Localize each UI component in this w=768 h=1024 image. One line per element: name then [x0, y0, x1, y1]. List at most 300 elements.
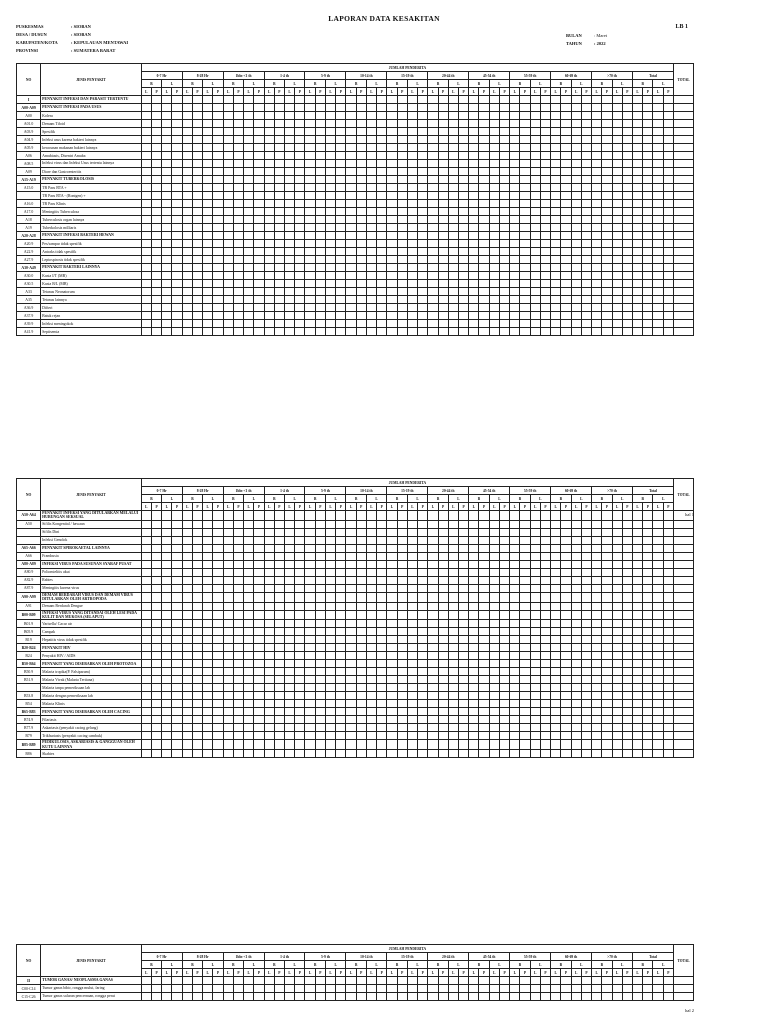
count-cell[interactable]	[162, 716, 172, 724]
count-cell[interactable]	[438, 248, 448, 256]
count-cell[interactable]	[274, 602, 284, 610]
count-cell[interactable]	[540, 568, 550, 576]
count-cell[interactable]	[315, 511, 325, 521]
count-cell[interactable]	[479, 152, 489, 160]
count-cell[interactable]	[151, 208, 161, 216]
count-cell[interactable]	[643, 208, 653, 216]
count-cell[interactable]	[377, 724, 387, 732]
count-cell[interactable]	[663, 544, 673, 552]
count-cell[interactable]	[622, 993, 632, 1001]
count-cell[interactable]	[561, 224, 571, 232]
count-cell[interactable]	[213, 652, 223, 660]
count-cell[interactable]	[172, 224, 182, 232]
count-cell[interactable]	[366, 993, 376, 1001]
count-cell[interactable]	[674, 288, 694, 296]
count-cell[interactable]	[643, 520, 653, 528]
count-cell[interactable]	[141, 232, 151, 240]
count-cell[interactable]	[571, 668, 581, 676]
count-cell[interactable]	[602, 232, 612, 240]
count-cell[interactable]	[428, 240, 438, 248]
count-cell[interactable]	[141, 740, 151, 750]
count-cell[interactable]	[571, 644, 581, 652]
count-cell[interactable]	[254, 536, 264, 544]
count-cell[interactable]	[520, 112, 530, 120]
count-cell[interactable]	[489, 160, 499, 168]
count-cell[interactable]	[141, 184, 151, 192]
count-cell[interactable]	[499, 684, 509, 692]
count-cell[interactable]	[612, 592, 622, 602]
count-cell[interactable]	[295, 312, 305, 320]
count-cell[interactable]	[192, 993, 202, 1001]
count-cell[interactable]	[151, 724, 161, 732]
count-cell[interactable]	[377, 732, 387, 740]
count-cell[interactable]	[213, 644, 223, 652]
count-cell[interactable]	[325, 684, 335, 692]
count-cell[interactable]	[448, 240, 458, 248]
count-cell[interactable]	[366, 296, 376, 304]
count-cell[interactable]	[674, 576, 694, 584]
count-cell[interactable]	[602, 716, 612, 724]
count-cell[interactable]	[244, 676, 254, 684]
count-cell[interactable]	[581, 644, 591, 652]
count-cell[interactable]	[602, 977, 612, 985]
count-cell[interactable]	[581, 676, 591, 684]
count-cell[interactable]	[561, 644, 571, 652]
count-cell[interactable]	[663, 511, 673, 521]
count-cell[interactable]	[285, 676, 295, 684]
count-cell[interactable]	[387, 511, 397, 521]
count-cell[interactable]	[643, 628, 653, 636]
count-cell[interactable]	[448, 602, 458, 610]
count-cell[interactable]	[254, 528, 264, 536]
count-cell[interactable]	[305, 312, 315, 320]
count-cell[interactable]	[254, 628, 264, 636]
count-cell[interactable]	[172, 272, 182, 280]
count-cell[interactable]	[377, 684, 387, 692]
count-cell[interactable]	[336, 993, 346, 1001]
count-cell[interactable]	[459, 584, 469, 592]
count-cell[interactable]	[213, 304, 223, 312]
count-cell[interactable]	[530, 560, 540, 568]
count-cell[interactable]	[540, 544, 550, 552]
count-cell[interactable]	[151, 264, 161, 272]
count-cell[interactable]	[305, 610, 315, 620]
count-cell[interactable]	[162, 977, 172, 985]
count-cell[interactable]	[592, 160, 602, 168]
count-cell[interactable]	[356, 724, 366, 732]
count-cell[interactable]	[407, 708, 417, 716]
count-cell[interactable]	[172, 248, 182, 256]
count-cell[interactable]	[499, 724, 509, 732]
count-cell[interactable]	[653, 192, 663, 200]
count-cell[interactable]	[315, 652, 325, 660]
count-cell[interactable]	[315, 552, 325, 560]
count-cell[interactable]	[305, 602, 315, 610]
count-cell[interactable]	[223, 716, 233, 724]
count-cell[interactable]	[663, 168, 673, 176]
count-cell[interactable]	[336, 168, 346, 176]
count-cell[interactable]	[438, 560, 448, 568]
count-cell[interactable]	[418, 104, 428, 112]
count-cell[interactable]	[479, 985, 489, 993]
count-cell[interactable]	[489, 104, 499, 112]
count-cell[interactable]	[336, 272, 346, 280]
count-cell[interactable]	[561, 636, 571, 644]
count-cell[interactable]	[305, 152, 315, 160]
count-cell[interactable]	[407, 676, 417, 684]
count-cell[interactable]	[571, 120, 581, 128]
count-cell[interactable]	[254, 176, 264, 184]
count-cell[interactable]	[653, 160, 663, 168]
count-cell[interactable]	[264, 120, 274, 128]
count-cell[interactable]	[418, 192, 428, 200]
count-cell[interactable]	[499, 128, 509, 136]
count-cell[interactable]	[233, 328, 243, 336]
count-cell[interactable]	[561, 993, 571, 1001]
count-cell[interactable]	[346, 576, 356, 584]
count-cell[interactable]	[561, 320, 571, 328]
count-cell[interactable]	[305, 528, 315, 536]
count-cell[interactable]	[499, 692, 509, 700]
count-cell[interactable]	[336, 610, 346, 620]
count-cell[interactable]	[264, 692, 274, 700]
count-cell[interactable]	[151, 636, 161, 644]
count-cell[interactable]	[469, 264, 479, 272]
count-cell[interactable]	[510, 993, 520, 1001]
count-cell[interactable]	[141, 977, 151, 985]
count-cell[interactable]	[479, 636, 489, 644]
count-cell[interactable]	[479, 232, 489, 240]
count-cell[interactable]	[295, 232, 305, 240]
count-cell[interactable]	[520, 716, 530, 724]
count-cell[interactable]	[663, 288, 673, 296]
count-cell[interactable]	[540, 104, 550, 112]
count-cell[interactable]	[151, 700, 161, 708]
count-cell[interactable]	[418, 568, 428, 576]
count-cell[interactable]	[674, 610, 694, 620]
count-cell[interactable]	[305, 192, 315, 200]
count-cell[interactable]	[387, 152, 397, 160]
count-cell[interactable]	[489, 716, 499, 724]
count-cell[interactable]	[674, 732, 694, 740]
count-cell[interactable]	[674, 192, 694, 200]
count-cell[interactable]	[674, 676, 694, 684]
count-cell[interactable]	[510, 692, 520, 700]
count-cell[interactable]	[592, 993, 602, 1001]
count-cell[interactable]	[407, 620, 417, 628]
count-cell[interactable]	[264, 985, 274, 993]
count-cell[interactable]	[530, 644, 540, 652]
count-cell[interactable]	[397, 993, 407, 1001]
count-cell[interactable]	[622, 676, 632, 684]
count-cell[interactable]	[295, 528, 305, 536]
count-cell[interactable]	[653, 240, 663, 248]
count-cell[interactable]	[397, 568, 407, 576]
count-cell[interactable]	[203, 264, 213, 272]
count-cell[interactable]	[182, 264, 192, 272]
count-cell[interactable]	[428, 232, 438, 240]
count-cell[interactable]	[674, 700, 694, 708]
count-cell[interactable]	[285, 304, 295, 312]
count-cell[interactable]	[540, 528, 550, 536]
count-cell[interactable]	[571, 216, 581, 224]
count-cell[interactable]	[387, 636, 397, 644]
count-cell[interactable]	[540, 208, 550, 216]
count-cell[interactable]	[244, 732, 254, 740]
count-cell[interactable]	[428, 112, 438, 120]
count-cell[interactable]	[213, 240, 223, 248]
count-cell[interactable]	[264, 993, 274, 1001]
count-cell[interactable]	[540, 692, 550, 700]
count-cell[interactable]	[438, 192, 448, 200]
count-cell[interactable]	[203, 104, 213, 112]
count-cell[interactable]	[438, 584, 448, 592]
count-cell[interactable]	[151, 511, 161, 521]
count-cell[interactable]	[510, 628, 520, 636]
count-cell[interactable]	[571, 128, 581, 136]
count-cell[interactable]	[632, 716, 642, 724]
count-cell[interactable]	[653, 536, 663, 544]
count-cell[interactable]	[244, 248, 254, 256]
count-cell[interactable]	[612, 208, 622, 216]
count-cell[interactable]	[377, 644, 387, 652]
count-cell[interactable]	[203, 520, 213, 528]
count-cell[interactable]	[192, 120, 202, 128]
count-cell[interactable]	[592, 584, 602, 592]
count-cell[interactable]	[418, 750, 428, 758]
count-cell[interactable]	[632, 620, 642, 628]
count-cell[interactable]	[459, 176, 469, 184]
count-cell[interactable]	[233, 240, 243, 248]
count-cell[interactable]	[336, 280, 346, 288]
count-cell[interactable]	[469, 576, 479, 584]
count-cell[interactable]	[632, 584, 642, 592]
count-cell[interactable]	[571, 511, 581, 521]
count-cell[interactable]	[264, 708, 274, 716]
count-cell[interactable]	[141, 636, 151, 644]
count-cell[interactable]	[469, 985, 479, 993]
count-cell[interactable]	[325, 708, 335, 716]
count-cell[interactable]	[438, 528, 448, 536]
count-cell[interactable]	[499, 296, 509, 304]
count-cell[interactable]	[632, 240, 642, 248]
count-cell[interactable]	[571, 700, 581, 708]
count-cell[interactable]	[172, 256, 182, 264]
count-cell[interactable]	[418, 628, 428, 636]
count-cell[interactable]	[663, 732, 673, 740]
count-cell[interactable]	[561, 280, 571, 288]
count-cell[interactable]	[510, 192, 520, 200]
count-cell[interactable]	[510, 304, 520, 312]
count-cell[interactable]	[448, 716, 458, 724]
count-cell[interactable]	[448, 280, 458, 288]
count-cell[interactable]	[315, 610, 325, 620]
count-cell[interactable]	[141, 750, 151, 758]
count-cell[interactable]	[499, 985, 509, 993]
count-cell[interactable]	[305, 977, 315, 985]
count-cell[interactable]	[213, 152, 223, 160]
count-cell[interactable]	[203, 96, 213, 104]
count-cell[interactable]	[581, 144, 591, 152]
count-cell[interactable]	[213, 120, 223, 128]
count-cell[interactable]	[192, 584, 202, 592]
count-cell[interactable]	[407, 668, 417, 676]
count-cell[interactable]	[602, 224, 612, 232]
count-cell[interactable]	[223, 644, 233, 652]
count-cell[interactable]	[643, 224, 653, 232]
count-cell[interactable]	[581, 560, 591, 568]
count-cell[interactable]	[182, 224, 192, 232]
count-cell[interactable]	[448, 256, 458, 264]
count-cell[interactable]	[295, 152, 305, 160]
count-cell[interactable]	[663, 536, 673, 544]
count-cell[interactable]	[438, 128, 448, 136]
count-cell[interactable]	[356, 602, 366, 610]
count-cell[interactable]	[366, 256, 376, 264]
count-cell[interactable]	[182, 296, 192, 304]
count-cell[interactable]	[366, 660, 376, 668]
count-cell[interactable]	[622, 304, 632, 312]
count-cell[interactable]	[602, 660, 612, 668]
count-cell[interactable]	[264, 168, 274, 176]
count-cell[interactable]	[520, 620, 530, 628]
count-cell[interactable]	[346, 668, 356, 676]
count-cell[interactable]	[141, 288, 151, 296]
count-cell[interactable]	[305, 144, 315, 152]
count-cell[interactable]	[295, 732, 305, 740]
count-cell[interactable]	[325, 168, 335, 176]
count-cell[interactable]	[325, 552, 335, 560]
count-cell[interactable]	[182, 636, 192, 644]
count-cell[interactable]	[448, 552, 458, 560]
count-cell[interactable]	[561, 740, 571, 750]
count-cell[interactable]	[377, 176, 387, 184]
count-cell[interactable]	[315, 136, 325, 144]
count-cell[interactable]	[489, 168, 499, 176]
count-cell[interactable]	[489, 216, 499, 224]
count-cell[interactable]	[663, 208, 673, 216]
count-cell[interactable]	[387, 256, 397, 264]
count-cell[interactable]	[213, 200, 223, 208]
count-cell[interactable]	[162, 288, 172, 296]
count-cell[interactable]	[151, 288, 161, 296]
count-cell[interactable]	[479, 708, 489, 716]
count-cell[interactable]	[489, 652, 499, 660]
count-cell[interactable]	[653, 560, 663, 568]
count-cell[interactable]	[172, 610, 182, 620]
count-cell[interactable]	[438, 104, 448, 112]
count-cell[interactable]	[397, 144, 407, 152]
count-cell[interactable]	[581, 152, 591, 160]
count-cell[interactable]	[192, 684, 202, 692]
count-cell[interactable]	[397, 264, 407, 272]
count-cell[interactable]	[561, 660, 571, 668]
count-cell[interactable]	[602, 985, 612, 993]
count-cell[interactable]	[448, 584, 458, 592]
count-cell[interactable]	[295, 536, 305, 544]
count-cell[interactable]	[213, 192, 223, 200]
count-cell[interactable]	[499, 144, 509, 152]
count-cell[interactable]	[602, 168, 612, 176]
count-cell[interactable]	[213, 176, 223, 184]
count-cell[interactable]	[407, 985, 417, 993]
count-cell[interactable]	[254, 684, 264, 692]
count-cell[interactable]	[643, 602, 653, 610]
count-cell[interactable]	[602, 144, 612, 152]
count-cell[interactable]	[315, 200, 325, 208]
count-cell[interactable]	[540, 304, 550, 312]
count-cell[interactable]	[581, 584, 591, 592]
count-cell[interactable]	[581, 96, 591, 104]
count-cell[interactable]	[182, 592, 192, 602]
count-cell[interactable]	[254, 96, 264, 104]
count-cell[interactable]	[244, 232, 254, 240]
count-cell[interactable]	[254, 544, 264, 552]
count-cell[interactable]	[141, 708, 151, 716]
count-cell[interactable]	[581, 610, 591, 620]
count-cell[interactable]	[203, 652, 213, 660]
count-cell[interactable]	[632, 112, 642, 120]
count-cell[interactable]	[469, 668, 479, 676]
count-cell[interactable]	[571, 280, 581, 288]
count-cell[interactable]	[438, 312, 448, 320]
count-cell[interactable]	[346, 200, 356, 208]
count-cell[interactable]	[530, 544, 540, 552]
count-cell[interactable]	[233, 264, 243, 272]
count-cell[interactable]	[418, 168, 428, 176]
count-cell[interactable]	[254, 152, 264, 160]
count-cell[interactable]	[653, 740, 663, 750]
count-cell[interactable]	[285, 628, 295, 636]
count-cell[interactable]	[264, 520, 274, 528]
count-cell[interactable]	[203, 740, 213, 750]
count-cell[interactable]	[162, 592, 172, 602]
count-cell[interactable]	[162, 644, 172, 652]
count-cell[interactable]	[285, 280, 295, 288]
count-cell[interactable]	[428, 732, 438, 740]
count-cell[interactable]	[674, 652, 694, 660]
count-cell[interactable]	[274, 152, 284, 160]
count-cell[interactable]	[653, 708, 663, 716]
count-cell[interactable]	[346, 660, 356, 668]
count-cell[interactable]	[663, 560, 673, 568]
count-cell[interactable]	[561, 112, 571, 120]
count-cell[interactable]	[581, 136, 591, 144]
count-cell[interactable]	[499, 528, 509, 536]
count-cell[interactable]	[632, 128, 642, 136]
count-cell[interactable]	[489, 240, 499, 248]
count-cell[interactable]	[162, 602, 172, 610]
count-cell[interactable]	[643, 296, 653, 304]
count-cell[interactable]	[315, 568, 325, 576]
count-cell[interactable]	[418, 660, 428, 668]
count-cell[interactable]	[428, 136, 438, 144]
count-cell[interactable]	[295, 740, 305, 750]
count-cell[interactable]	[285, 144, 295, 152]
count-cell[interactable]	[510, 144, 520, 152]
count-cell[interactable]	[397, 740, 407, 750]
count-cell[interactable]	[162, 560, 172, 568]
count-cell[interactable]	[561, 520, 571, 528]
count-cell[interactable]	[469, 320, 479, 328]
count-cell[interactable]	[336, 264, 346, 272]
count-cell[interactable]	[192, 168, 202, 176]
count-cell[interactable]	[663, 200, 673, 208]
count-cell[interactable]	[233, 320, 243, 328]
count-cell[interactable]	[653, 660, 663, 668]
count-cell[interactable]	[397, 128, 407, 136]
count-cell[interactable]	[581, 192, 591, 200]
